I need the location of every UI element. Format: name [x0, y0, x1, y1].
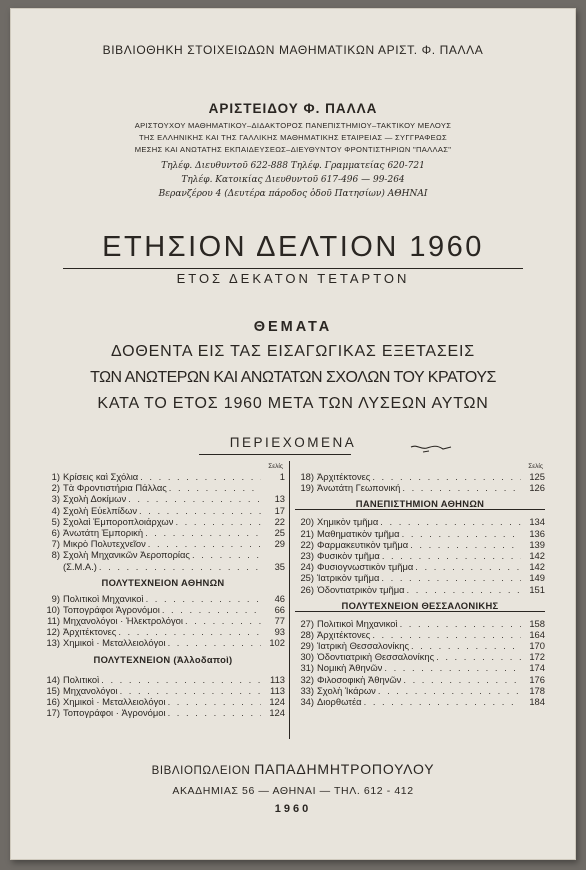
toc-entry: [295, 539, 545, 550]
toc-entry-page: 174: [529, 662, 545, 674]
leader-dots: [160, 604, 261, 615]
toc-entry-title: Ἰατρικὴ Θεσσαλονίκης: [317, 640, 409, 652]
leader-dots: [379, 572, 521, 583]
section-heading: ΠΟΛΥΤΕΧΝΕΙΟΝ (Ἀλλοδαποὶ): [93, 653, 233, 665]
toc-entry: [41, 505, 285, 516]
leader-dots: [144, 593, 261, 604]
toc-entry-page: 149: [529, 572, 545, 584]
toc-entry-page: 178: [529, 684, 545, 696]
leader-dots: [370, 471, 521, 482]
author-credentials-line: ΜΕΣΗΣ ΚΑΙ ΑΝΩΤΑΤΗΣ ΕΚΠΑΙΔΕΥΣΕΩΣ–ΔΙΕΥΘΥΝΤΟΥ ΦΡΟΝΤΙΣΤΗΡΙΩΝ "ΠΑΛΛΑΣ": [134, 145, 452, 154]
toc-entry-number: 1): [51, 471, 60, 482]
leader-dots: [378, 516, 521, 527]
toc-entry-page: 93: [274, 626, 285, 638]
toc-entry-number: 7): [51, 538, 60, 550]
toc-entry-title: Μαθηματικὸν τμῆμα: [317, 527, 400, 539]
toc-entry-title: Ἀρχιτέκτονες: [317, 471, 371, 482]
toc-entry-page: 126: [529, 482, 545, 494]
toc-entry-page: 66: [274, 603, 285, 615]
toc-entry-number: 5): [51, 515, 60, 527]
toc-entry: [41, 538, 285, 549]
leader-dots: [434, 651, 521, 662]
leader-dots: [99, 674, 261, 685]
toc-entry-number: 28): [300, 628, 314, 640]
toc-entry-page: 172: [529, 651, 545, 663]
toc-entry-title: Ἰατρικὸν τμῆμα: [317, 572, 380, 584]
toc-entry-title: Ὀδοντιατρικὴ Θεσσαλονίκης: [317, 651, 435, 663]
toc-entry-title: Χημικὸν τμῆμα: [317, 516, 379, 528]
main-title: ΕΤΗΣΙΟΝ ΔΕΛΤΙΟΝ 1960: [102, 231, 484, 263]
toc-entry: [41, 615, 285, 626]
toc-entry: [295, 696, 545, 707]
toc-entry-title: Τὰ Φροντιστήρια Πάλλας: [63, 482, 167, 494]
toc-entry: [41, 493, 285, 504]
toc-entry: [41, 471, 285, 482]
toc-entry-page: 113: [270, 684, 285, 696]
contents-heading: ΠΕΡΙΕΧΟΜΕΝΑ: [229, 435, 357, 450]
toc-entry-page: 13: [274, 493, 285, 505]
toc-entry-number: 11): [47, 615, 60, 627]
leader-dots: [398, 618, 521, 629]
description-line: ΤΩΝ ΑΝΩΤΕΡΩΝ ΚΑΙ ΑΝΩΤΑΤΩΝ ΣΧΟΛΩΝ ΤΟΥ ΚΡΑΤΟΥΣ: [90, 369, 496, 386]
toc-entry: [295, 584, 545, 595]
contact-line: Τηλέφ. Διευθυντοῦ 622-888 Τηλέφ. Γραμματείας 620-721: [161, 161, 425, 171]
toc-entry-page: 46: [274, 592, 285, 604]
description-line: ΔΟΘΕΝΤΑ ΕΙΣ ΤΑΣ ΕΙΣΑΓΩΓΙΚΑΣ ΕΞΕΤΑΣΕΙΣ: [111, 343, 475, 360]
toc-entry-title: Φυσικὸν τμῆμα: [317, 549, 380, 561]
toc-entry: [295, 685, 545, 696]
leader-dots: [190, 549, 261, 560]
toc-entry: [295, 516, 545, 527]
toc-left-column: [41, 463, 285, 718]
leader-dots: [137, 505, 261, 516]
toc-entry: [41, 604, 285, 615]
toc-entry-number: 24): [300, 561, 314, 573]
toc-entry: [295, 640, 545, 651]
page-column-label: Σελίς: [268, 463, 283, 470]
toc-entry-number: 29): [300, 640, 314, 652]
toc-entry-title: Σχολαὶ Ἐμποροπλοιάρχων: [63, 515, 174, 527]
leader-dots: [370, 629, 521, 640]
toc-entry-title: Φυσιογνωστικὸν τμῆμα: [317, 561, 414, 573]
leader-dots: [126, 493, 261, 504]
toc-entry-title: Πολιτικοὶ Μηχανικοὶ: [317, 617, 398, 629]
section-heading: ΠΟΛΥΤΕΧΝΕΙΟΝ ΘΕΣΣΑΛΟΝΙΚΗΣ: [295, 599, 545, 612]
toc-entry: [41, 527, 285, 538]
toc-right-column: [295, 463, 545, 707]
toc-entry-number: 25): [300, 572, 314, 584]
toc-entry-title: Φιλοσοφικὴ Ἀθηνῶν: [317, 673, 402, 685]
toc-entry-page: 136: [529, 527, 545, 539]
toc-entry: [41, 696, 285, 707]
toc-entry-title: Τοπογράφοι · Ἀγρονόμοι: [63, 707, 166, 719]
toc-entry-page: 176: [529, 673, 545, 685]
leader-dots: [166, 637, 261, 648]
publication-year: 1960: [274, 803, 312, 815]
toc-entry-page: 22: [274, 515, 285, 527]
toc-entry: [41, 674, 285, 685]
contents-underline: [199, 454, 351, 455]
toc-entry-title: Πολιτικοὶ Μηχανικοὶ: [63, 592, 144, 604]
toc-entry: [41, 637, 285, 648]
leader-dots: [413, 561, 521, 572]
toc-entry-number: 20): [300, 516, 314, 528]
toc-entry-title: Σχολὴ Εὐελπίδων: [63, 504, 138, 516]
toc-entry-page: 113: [270, 673, 285, 685]
leader-dots: [118, 685, 261, 696]
toc-entry-page: 142: [529, 561, 545, 573]
toc-entry-page: 1: [279, 471, 285, 482]
toc-entry-page: 139: [529, 538, 545, 550]
publisher-line: [11, 761, 575, 777]
section-heading: ΠΟΛΥΤΕΧΝΕΙΟΝ ΑΘΗΝΩΝ: [101, 576, 225, 588]
author-credentials-line: ΤΗΣ ΕΛΛΗΝΙΚΗΣ ΚΑΙ ΤΗΣ ΓΑΛΛΙΚΗΣ ΜΑΘΗΜΑΤΙΚΗΣ ΕΤΑΙΡΕΙΑΣ — ΣΥΓΓΡΑΦΕΩΣ: [138, 133, 447, 142]
toc-entry-number: 17): [46, 707, 60, 719]
toc-entry-title: Σχολὴ Ἰκάρων: [317, 684, 376, 696]
toc-entry-title: Κρίσεις καὶ Σχόλια: [63, 471, 139, 482]
leader-dots: [400, 482, 521, 493]
toc-entry-title: Σχολὴ Μηχανικῶν Ἀεροπορίας: [63, 549, 190, 561]
toc-entry: [295, 674, 545, 685]
leader-dots: [362, 696, 521, 707]
leader-dots: [376, 685, 521, 696]
themata-heading: ΘΕΜΑΤΑ: [253, 319, 333, 335]
toc-entry-number: 18): [300, 471, 314, 482]
toc-entry: [295, 629, 545, 640]
contact-line: Τηλέφ. Κατοικίας Διευθυντοῦ 617-496 — 99-264: [181, 175, 405, 185]
toc-entry-number: 27): [300, 617, 314, 629]
toc-entry-page: 184: [529, 696, 545, 707]
toc-entry-number: 12): [46, 626, 60, 638]
author-name: ΑΡΙΣΤΕΙΔΟΥ Φ. ΠΑΛΛΑ: [208, 101, 378, 116]
toc-entry-title: Μηχανολόγοι: [63, 684, 118, 696]
toc-entry-page: 17: [274, 504, 285, 516]
publisher-name: ΠΑΠΑΔΗΜΗΤΡΟΠΟΥΛΟΥ: [254, 761, 435, 777]
toc-entry: [295, 528, 545, 539]
toc-entry-title: Χημικοὶ · Μεταλλειολόγοι: [63, 696, 166, 707]
toc-entry-number: 22): [300, 538, 314, 550]
document-page: [10, 8, 576, 860]
leader-dots: [401, 674, 521, 685]
toc-entry: [295, 618, 545, 629]
toc-entry-page: 170: [529, 640, 545, 652]
toc-entry-continuation: (Σ.Μ.Α.) . . . 35: [41, 561, 285, 572]
toc-entry: [41, 593, 285, 604]
toc-entry-title: Νομικὴ Ἀθηνῶν: [317, 662, 383, 674]
toc-entry-title: Ἀρχιτέκτονες: [317, 628, 371, 640]
toc-entry-number: 10): [46, 603, 60, 615]
toc-entry-number: 33): [300, 684, 314, 696]
page-column-label: Σελίς: [528, 463, 543, 470]
toc-entry: [41, 707, 285, 718]
leader-dots: [166, 707, 261, 718]
leader-dots: [173, 516, 261, 527]
toc-entry-number: 4): [51, 504, 60, 516]
toc-entry-number: 14): [46, 673, 60, 685]
toc-entry: [41, 626, 285, 637]
toc-entry: [295, 471, 545, 482]
title-underline: [63, 268, 523, 269]
toc-entry-number: 6): [51, 526, 60, 538]
toc-entry-page: 164: [529, 628, 545, 640]
toc-entry: [41, 516, 285, 527]
toc-entry-title: Ἀρχιτέκτονες: [63, 626, 117, 638]
toc-entry-number: 30): [300, 651, 314, 663]
toc-entry: [41, 549, 285, 560]
toc-entry: [295, 662, 545, 673]
leader-dots: [409, 640, 521, 651]
toc-entry-page: 142: [529, 549, 545, 561]
toc-entry-page: 158: [529, 617, 545, 629]
toc-entry-title: Μηχανολόγοι · Ἠλεκτρολόγοι: [63, 615, 183, 627]
toc-entry-number: 15): [46, 684, 60, 696]
author-credentials-line: ΑΡΙΣΤΟΥΧΟΥ ΜΑΘΗΜΑΤΙΚΟΥ–ΔΙΔΑΚΤΟΡΟΣ ΠΑΝΕΠΙΣΤΗΜΙΟΥ–ΤΑΚΤΙΚΟΥ ΜΕΛΟΥΣ: [134, 121, 452, 130]
column-divider: [289, 461, 290, 739]
leader-dots: [408, 539, 521, 550]
toc-entry-page: 125: [529, 471, 545, 482]
toc-entry: [295, 550, 545, 561]
library-series-title: ΒΙΒΛΙΟΘΗΚΗ ΣΤΟΙΧΕΙΩΔΩΝ ΜΑΘΗΜΑΤΙΚΩΝ ΑΡΙΣΤ. Φ. ΠΑΛΛΑ: [102, 43, 484, 57]
toc-entry: [41, 685, 285, 696]
leader-dots: [166, 696, 261, 707]
publisher-address: ΑΚΑΔΗΜΙΑΣ 56 — ΑΘΗΝΑΙ — ΤΗΛ. 612 - 412: [172, 785, 414, 797]
leader-dots: [183, 615, 261, 626]
toc-entry-number: 23): [300, 549, 314, 561]
toc-entry-page: 151: [529, 583, 545, 595]
toc-entry-title: Σχολὴ Δοκίμων: [63, 493, 127, 505]
leader-dots: [167, 482, 261, 493]
leader-dots: [146, 538, 261, 549]
toc-entry-number: 8): [51, 549, 60, 561]
section-heading: ΠΑΝΕΠΙΣΤΗΜΙΟΝ ΑΘΗΝΩΝ: [295, 497, 545, 510]
toc-entry: [295, 651, 545, 662]
toc-entry-number: 16): [46, 696, 60, 707]
toc-entry-number: 31): [300, 662, 314, 674]
toc-entry-title: Τοπογράφοι Ἀγρονόμοι: [63, 603, 160, 615]
description-line: ΚΑΤΑ ΤΟ ΕΤΟΣ 1960 ΜΕΤΑ ΤΩΝ ΛΥΣΕΩΝ ΑΥΤΩΝ: [97, 395, 489, 412]
leader-dots: [380, 550, 521, 561]
toc-entry-page: 124: [269, 696, 285, 707]
toc-entry-number: 21): [300, 527, 314, 539]
toc-entry-page: 25: [274, 526, 285, 538]
toc-entry-title: Πολιτικοὶ: [63, 673, 100, 685]
toc-entry-page: 77: [274, 615, 285, 627]
leader-dots: [143, 527, 261, 538]
leader-dots: [405, 584, 521, 595]
toc-entry-page: 134: [529, 516, 545, 528]
toc-entry-page: 102: [269, 637, 285, 649]
contact-line: Βερανζέρου 4 (Δευτέρα πάροδος ὁδοῦ Πατησίων) ΑΘΗΝΑΙ: [158, 189, 428, 199]
toc-entry-page: 124: [269, 707, 285, 719]
toc-entry: [295, 572, 545, 583]
toc-entry-title: Χημικοὶ · Μεταλλειολόγοι: [63, 637, 166, 649]
handwritten-mark: [409, 441, 453, 455]
toc-entry-number: 13): [46, 637, 60, 649]
toc-entry-number: 19): [300, 482, 314, 494]
toc-entry-number: 32): [300, 673, 314, 685]
toc-entry-number: 9): [51, 592, 60, 604]
leader-dots: [400, 528, 521, 539]
publisher-prefix: ΒΙΒΛΙΟΠΩΛΕΙΟΝ: [151, 765, 251, 777]
toc-entry-number: 26): [300, 583, 314, 595]
subtitle: ΕΤΟΣ ΔΕΚΑΤΟΝ ΤΕΤΑΡΤΟΝ: [176, 271, 410, 286]
leader-dots: [116, 626, 261, 637]
toc-entry-number: 2): [51, 482, 60, 494]
leader-dots: [138, 471, 261, 482]
toc-entry-title: Φαρμακευτικὸν τμῆμα: [317, 538, 409, 550]
toc-entry: [295, 482, 545, 493]
toc-entry-title: Μικρὸ Πολυτεχνεῖον: [63, 538, 146, 550]
leader-dots: [382, 662, 521, 673]
toc-entry: [41, 482, 285, 493]
toc-entry-title: Ἀνωτάτη Ἐμπορικὴ: [63, 526, 144, 538]
toc-entry-title: Ὀδοντιατρικὸν τμῆμα: [317, 583, 405, 595]
toc-entry-number: 3): [51, 493, 60, 505]
toc-entry-title: Διορθωτέα: [317, 696, 362, 707]
toc-entry: [295, 561, 545, 572]
toc-entry-title: Ἀνωτάτη Γεωπονική: [317, 482, 401, 494]
toc-entry-page: 29: [274, 538, 285, 550]
toc-entry-number: 34): [300, 696, 314, 707]
